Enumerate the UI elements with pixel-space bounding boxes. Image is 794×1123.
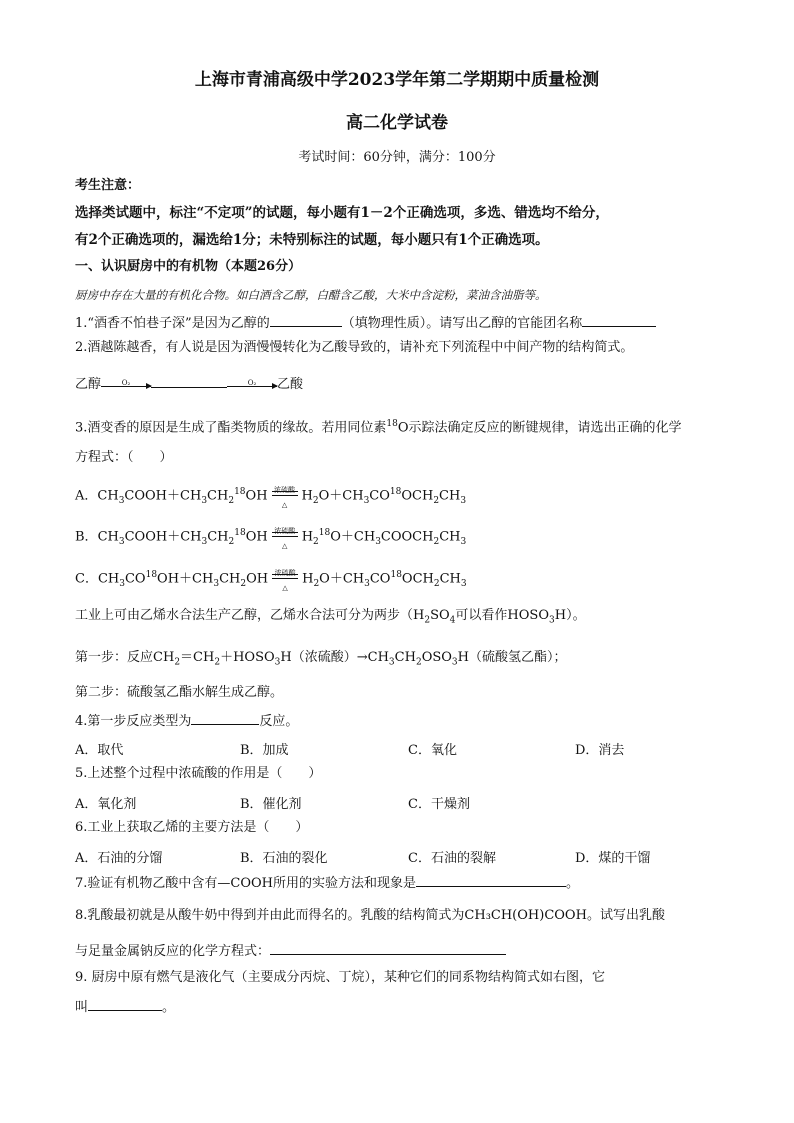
q4-option-a[interactable]: A．取代: [75, 743, 124, 758]
question-9-line-2: 叫 。: [75, 1000, 176, 1015]
q9-blank[interactable]: [88, 998, 162, 1011]
question-3-line-1: 3.酒变香的原因是生成了酯类物质的缘故。若用同位素$^{18}$O示踪法确定反应的断键规律，请选出正确的化学: [75, 419, 682, 436]
q2-end: 乙酸: [277, 377, 304, 392]
q1-blank-1[interactable]: [270, 314, 342, 327]
industry-step-2: 第二步：硫酸氢乙酯水解生成乙醇。: [75, 685, 284, 700]
industry-step-1: 第一步：反应$CH_2=CH_2+HOSO_3H$（浓硫酸）$\to CH_3CH_2OSO_3H$（硫酸氢乙酯）；: [75, 650, 567, 668]
q4-blank[interactable]: [191, 712, 259, 725]
question-1: [75, 314, 656, 332]
q4-option-c[interactable]: C．氧化: [408, 743, 457, 758]
q6-option-b[interactable]: B．石油的裂化: [240, 851, 328, 866]
arrow-icon: O₂: [101, 384, 151, 385]
question-2: 2.酒越陈越香，有人说是因为酒慢慢转化为乙酸导致的，请补充下列流程中中间产物的结构简式。: [75, 340, 634, 355]
q1-text-b: （填物理性质）。请写出乙醇的官能团名称: [341, 316, 583, 331]
section-1-heading: 一、认识厨房中的有机物（本题26分）: [75, 259, 302, 274]
notice-line-1: 选择类试题中，标注“不定项”的试题，每小题有1－2个正确选项，多选、错选均不给分，: [75, 205, 609, 221]
q3-option-a[interactable]: A．$CH_3COOH+CH_3CH_2^{18}OH$ 浓硫酸 △ $H_2O+CH_3CO^{18}OCH_2CH_3$: [75, 485, 467, 509]
q1-blank-2[interactable]: [582, 314, 656, 327]
q5-option-a[interactable]: A．氧化剂: [75, 797, 137, 812]
q3-option-c[interactable]: C．$CH_3CO^{18}OH+CH_3CH_2OH$ 浓硫酸 △ $H_2O+CH_3CO^{18}OCH_2CH_3$: [75, 568, 467, 592]
q1-text-a: 1.“酒香不怕巷子深”是因为乙醇的: [75, 316, 270, 331]
question-5: 5.上述整个过程中浓硫酸的作用是（ ）: [75, 766, 322, 781]
question-9-line-1: 9. 厨房中原有燃气是液化气（主要成分丙烷、丁烷），某种它们的同系物结构简式如右图，它: [75, 970, 606, 985]
q5-option-b[interactable]: B．催化剂: [240, 797, 302, 812]
q8-blank[interactable]: [270, 942, 506, 955]
question-4: 4.第一步反应类型为 反应。: [75, 714, 299, 729]
q6-option-a[interactable]: A．石油的分馏: [75, 851, 163, 866]
question-7: 7.验证有机物乙酸中含有—COOH所用的实验方法和现象是 。: [75, 876, 580, 891]
question-6: 6.工业上获取乙烯的主要方法是（ ）: [75, 820, 309, 835]
exam-title: 上海市青浦高级中学2023学年第二学期期中质量检测: [194, 70, 600, 90]
question-8-line-2: 与足量金属钠反应的化学方程式：: [75, 942, 506, 960]
notice-line-2: 有2个正确选项的，漏选给1分；未特别标注的试题，每小题只有1个正确选项。: [75, 232, 549, 248]
q7-blank[interactable]: [416, 874, 566, 887]
industry-line-1: 工业上可由乙烯水合法生产乙醇，乙烯水合法可分为两步（$H_2SO_4$可以看作$HOSO_3H$）。: [75, 608, 586, 626]
question-8-line-1: 8.乳酸最初就是从酸牛奶中得到并由此而得名的。乳酸的结构简式为CH₃CH(OH)COOH。试写出乳酸: [75, 908, 665, 923]
section-1-intro: 厨房中存在大量的有机化合物。如白酒含乙醇，白醋含乙酸，大米中含淀粉，菜油含油脂等。: [75, 288, 547, 302]
q4-option-d[interactable]: D．消去: [575, 743, 625, 758]
reversible-arrow-icon: 浓硫酸 △: [268, 529, 302, 545]
q2-blank[interactable]: [151, 375, 227, 388]
reversible-arrow-icon: 浓硫酸 △: [268, 571, 302, 587]
q6-option-d[interactable]: D．煤的干馏: [575, 851, 651, 866]
reversible-arrow-icon: 浓硫酸 △: [268, 488, 302, 504]
q6-option-c[interactable]: C．石油的裂解: [408, 851, 496, 866]
q4-option-b[interactable]: B．加成: [240, 743, 289, 758]
exam-info: 考试时间：60分钟，满分：100分: [298, 150, 496, 165]
question-3-line-2: 方程式：（ ）: [75, 450, 173, 465]
q5-option-c[interactable]: C．干燥剂: [408, 797, 470, 812]
exam-subtitle: 高二化学试卷: [346, 113, 448, 133]
notice-heading: 考生注意：: [75, 178, 141, 193]
q3-option-b[interactable]: B．$CH_3COOH+CH_3CH_2^{18}OH$ 浓硫酸 △ $H_2^{18}O+CH_3COOCH_2CH_3$: [75, 526, 467, 550]
arrow-icon: O₂: [227, 384, 277, 385]
q2-flow: [75, 375, 303, 393]
q2-start: 乙醇: [75, 377, 102, 392]
